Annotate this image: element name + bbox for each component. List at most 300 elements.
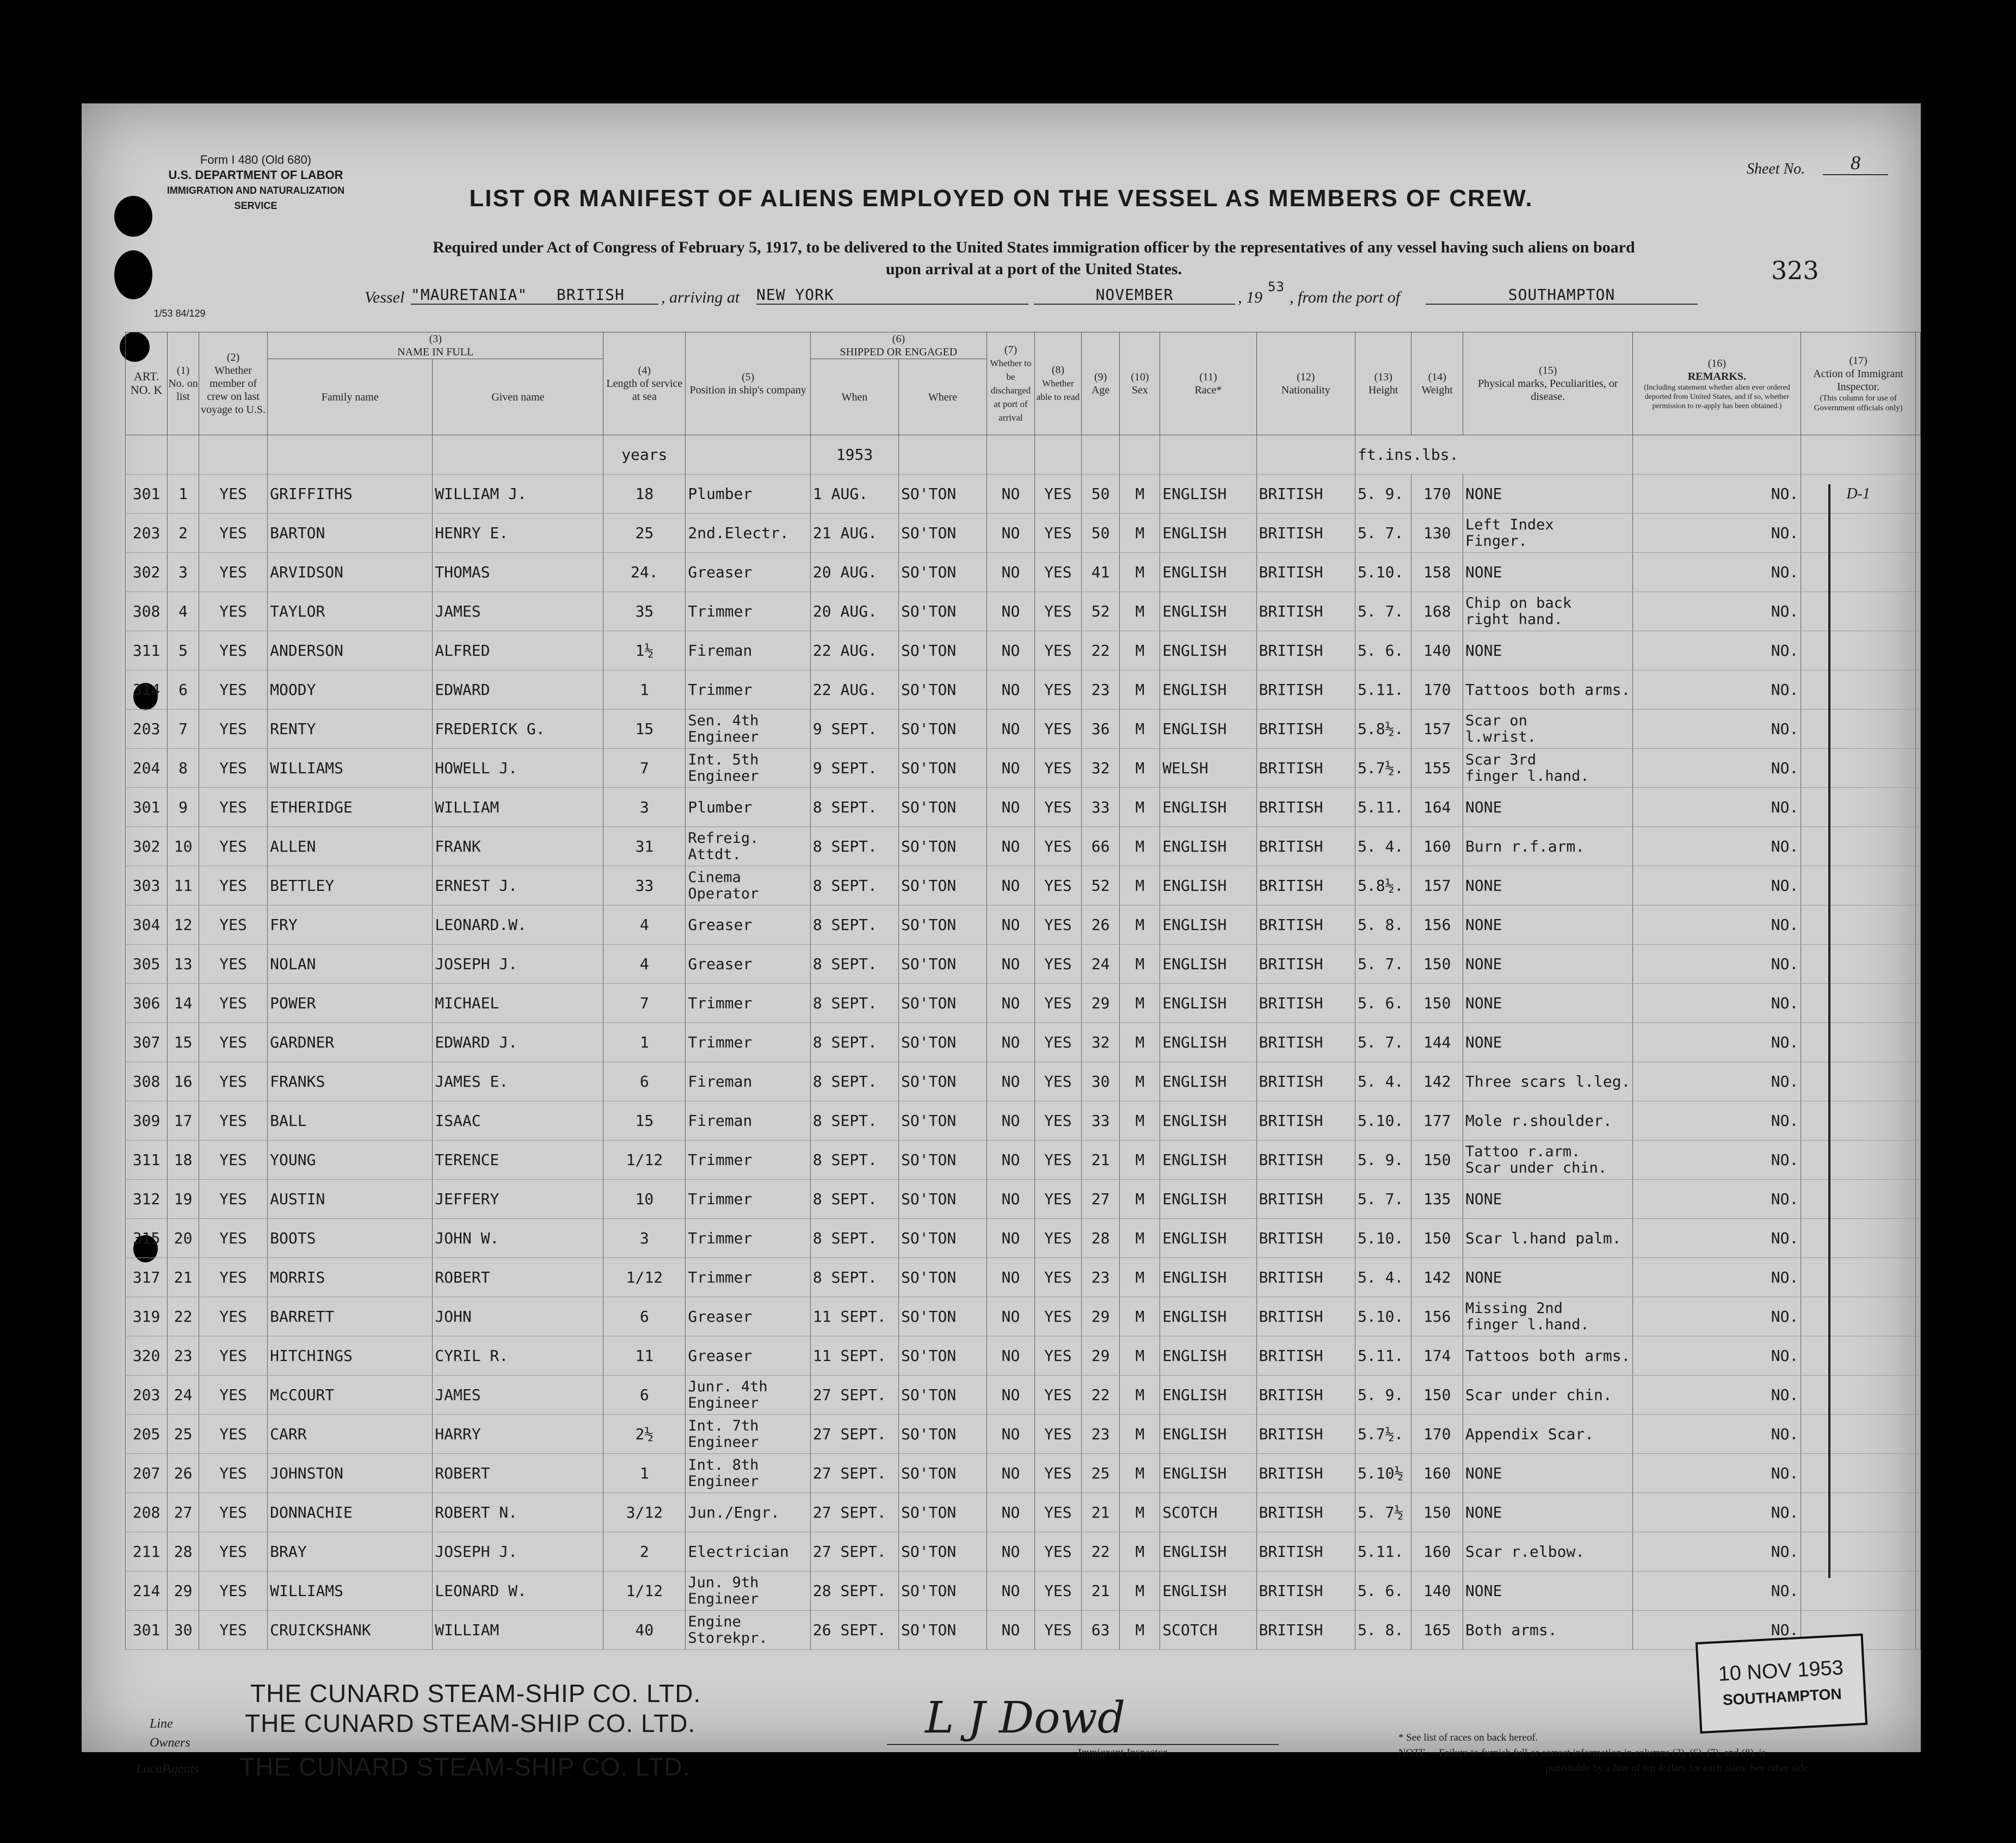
height-cell: 5.8½. xyxy=(1355,710,1411,749)
nationality-cell: BRITISH xyxy=(1256,1415,1355,1454)
race-cell: ENGLISH xyxy=(1160,1415,1256,1454)
inspector-action-cell xyxy=(1801,1141,1916,1180)
list-number-cell: 15 xyxy=(168,1023,199,1062)
sex-cell: M xyxy=(1120,1101,1160,1141)
shipped-when-cell: 27 SEPT. xyxy=(810,1532,898,1571)
family-name-cell: CARR xyxy=(268,1415,433,1454)
family-name-cell: AUSTIN xyxy=(268,1180,433,1219)
height-cell: 5.11. xyxy=(1355,788,1411,827)
age-cell: 24 xyxy=(1081,945,1120,984)
art-no-header xyxy=(126,332,168,435)
col-num: (14) xyxy=(1428,371,1446,383)
list-number-cell: 20 xyxy=(168,1219,199,1258)
service-length-cell: 15 xyxy=(603,1101,686,1141)
art-number-cell: 207 xyxy=(126,1454,168,1493)
physical-marks-cell xyxy=(1463,1454,1633,1493)
remarks-cell: NO. xyxy=(1633,670,1801,710)
family-name-cell: WILLIAMS xyxy=(268,749,433,788)
service-length-cell: 40 xyxy=(603,1611,686,1650)
physical-marks-cell xyxy=(1463,1493,1633,1532)
discharged-cell: NO xyxy=(987,905,1035,945)
age-cell: 66 xyxy=(1081,827,1120,866)
race-cell: ENGLISH xyxy=(1160,1297,1256,1336)
last-voyage-cell: YES xyxy=(199,1297,267,1336)
last-voyage-cell: YES xyxy=(199,1571,267,1611)
last-voyage-cell: YES xyxy=(199,1023,267,1062)
blank-cell xyxy=(1916,553,1921,592)
document-subtitle xyxy=(245,237,1823,280)
race-cell: ENGLISH xyxy=(1160,710,1256,749)
table-row xyxy=(126,1258,1921,1297)
sex-cell: M xyxy=(1120,1336,1160,1376)
company-name: THE CUNARD STEAM-SHIP CO. LTD. xyxy=(250,1679,701,1708)
blank-cell xyxy=(1916,866,1921,905)
position-cell xyxy=(686,1376,811,1415)
table-row xyxy=(126,1415,1921,1454)
remarks-header xyxy=(1633,332,1801,435)
physical-marks-cell xyxy=(1463,1023,1633,1062)
physical-marks-line: Scar 3rd xyxy=(1465,751,1537,768)
last-voyage-cell: YES xyxy=(199,1101,267,1141)
position-line: Greaser xyxy=(688,563,753,581)
family-name-cell: MORRIS xyxy=(268,1258,433,1297)
blank-cell xyxy=(1916,1141,1921,1180)
col-label: Length of service at sea xyxy=(606,378,683,403)
service-length-cell: 33 xyxy=(603,866,686,905)
age-cell: 23 xyxy=(1081,1258,1120,1297)
remarks-cell: NO. xyxy=(1633,592,1801,631)
physical-marks-line: Mole r.shoulder. xyxy=(1465,1112,1612,1130)
inspector-action-cell xyxy=(1801,1571,1916,1611)
art-number-cell: 301 xyxy=(126,788,168,827)
sex-cell: M xyxy=(1120,474,1160,514)
list-number-cell: 27 xyxy=(168,1493,199,1532)
last-voyage-cell: YES xyxy=(199,984,267,1023)
remarks-cell: NO. xyxy=(1633,1258,1801,1297)
col-num: (9) xyxy=(1094,371,1107,383)
nationality-cell: BRITISH xyxy=(1256,670,1355,710)
physical-marks-cell xyxy=(1463,1141,1633,1180)
blank-cell xyxy=(1916,945,1921,984)
sex-cell: M xyxy=(1120,710,1160,749)
remarks-cell: NO. xyxy=(1633,749,1801,788)
discharged-cell: NO xyxy=(987,984,1035,1023)
physical-marks-line: NONE xyxy=(1465,798,1502,816)
art-number-cell: 319 xyxy=(126,1297,168,1336)
remarks-cell: NO. xyxy=(1633,945,1801,984)
position-line: Engineer xyxy=(688,1590,759,1607)
sex-cell: M xyxy=(1120,1532,1160,1571)
given-name-header xyxy=(433,359,603,435)
service-length-cell: 3 xyxy=(603,1219,686,1258)
able-to-read-cell: YES xyxy=(1034,1180,1081,1219)
col-label: Where xyxy=(928,391,958,403)
year-unit: 1953 xyxy=(810,435,898,474)
nationality-cell: BRITISH xyxy=(1256,1101,1355,1141)
list-number-cell: 18 xyxy=(168,1141,199,1180)
list-number-cell: 24 xyxy=(168,1376,199,1415)
inspector-action-cell xyxy=(1801,1415,1916,1454)
discharged-cell: NO xyxy=(987,670,1035,710)
name-header xyxy=(268,332,603,359)
sex-cell: M xyxy=(1120,1454,1160,1493)
shipped-when-cell: 20 AUG. xyxy=(810,592,898,631)
art-number-cell: 315 xyxy=(126,1219,168,1258)
list-number-cell: 30 xyxy=(168,1611,199,1650)
given-name-cell: ROBERT N. xyxy=(433,1493,603,1532)
col-sublabel: (Including statement whether alien ever ordered deported from United States, and if so, whether permission to re-apply has been obtained.) xyxy=(1644,383,1790,410)
table-row xyxy=(126,631,1921,670)
service-length-cell: 7 xyxy=(603,749,686,788)
weight-cell: 160 xyxy=(1411,1454,1463,1493)
race-cell: ENGLISH xyxy=(1160,670,1256,710)
sheet-number: 8 xyxy=(1823,151,1888,175)
able-to-read-cell: YES xyxy=(1034,592,1081,631)
given-name-cell: ISAAC xyxy=(433,1101,603,1141)
blank-cell xyxy=(1916,1023,1921,1062)
physical-marks-line: NONE xyxy=(1465,916,1502,934)
physical-marks-cell xyxy=(1463,905,1633,945)
table-row xyxy=(126,1532,1921,1571)
col-num: (13) xyxy=(1374,371,1392,383)
shipped-when-cell: 20 AUG. xyxy=(810,553,898,592)
position-cell xyxy=(686,1493,811,1532)
nationality-cell: BRITISH xyxy=(1256,1219,1355,1258)
shipped-where-cell: SO'TON xyxy=(899,1023,987,1062)
last-voyage-cell: YES xyxy=(199,905,267,945)
family-name-cell: BOOTS xyxy=(268,1219,433,1258)
art-number-cell: 308 xyxy=(126,1062,168,1101)
sex-cell: M xyxy=(1120,945,1160,984)
art-number-cell: 205 xyxy=(126,1415,168,1454)
given-name-cell: JOSEPH J. xyxy=(433,945,603,984)
table-row xyxy=(126,592,1921,631)
shipped-when-cell: 27 SEPT. xyxy=(810,1454,898,1493)
age-cell: 50 xyxy=(1081,474,1120,514)
position-cell xyxy=(686,1336,811,1376)
form-code-line: IMMIGRATION AND NATURALIZATION SERVICE xyxy=(167,185,345,211)
last-voyage-cell: YES xyxy=(199,1336,267,1376)
physical-marks-line: Scar under chin. xyxy=(1465,1159,1607,1176)
units-row xyxy=(126,435,1921,474)
arrival-port: NEW YORK xyxy=(756,286,1028,305)
col-num: (17) xyxy=(1849,355,1867,367)
inspector-action-cell xyxy=(1801,631,1916,670)
position-cell xyxy=(686,1454,811,1493)
sex-cell: M xyxy=(1120,788,1160,827)
blank-cell xyxy=(1916,592,1921,631)
table-row xyxy=(126,670,1921,710)
remarks-cell: NO. xyxy=(1633,1297,1801,1336)
position-line: Junr. 4th xyxy=(688,1378,768,1395)
physical-marks-cell xyxy=(1463,514,1633,553)
art-number-cell: 312 xyxy=(126,1180,168,1219)
blank-cell xyxy=(1916,670,1921,710)
nationality-cell: BRITISH xyxy=(1256,749,1355,788)
weight-cell: 130 xyxy=(1411,514,1463,553)
art-number-cell: 302 xyxy=(126,827,168,866)
height-cell: 5. 6. xyxy=(1355,984,1411,1023)
list-number-cell: 29 xyxy=(168,1571,199,1611)
race-cell: ENGLISH xyxy=(1160,631,1256,670)
given-name-cell: EDWARD J. xyxy=(433,1023,603,1062)
form-code-line: U.S. DEPARTMENT OF LABOR xyxy=(168,168,343,182)
col-label: Physical marks, Peculiarities, or disease. xyxy=(1478,378,1618,403)
inspector-action-cell xyxy=(1801,866,1916,905)
nationality-cell: BRITISH xyxy=(1256,788,1355,827)
position-cell xyxy=(686,788,811,827)
shipped-when-cell: 8 SEPT. xyxy=(810,1101,898,1141)
list-number-cell: 10 xyxy=(168,827,199,866)
age-cell: 26 xyxy=(1081,905,1120,945)
remarks-cell: NO. xyxy=(1633,1454,1801,1493)
local-label: Local xyxy=(136,1762,166,1776)
family-name-cell: HITCHINGS xyxy=(268,1336,433,1376)
discharged-cell: NO xyxy=(987,553,1035,592)
height-cell: 5. 7½ xyxy=(1355,1493,1411,1532)
sex-cell: M xyxy=(1120,827,1160,866)
inspector-action-cell xyxy=(1801,1297,1916,1336)
service-length-cell: 11 xyxy=(603,1336,686,1376)
col-num: (2) xyxy=(226,352,240,363)
physical-marks-cell xyxy=(1463,1415,1633,1454)
vessel-label: Vessel xyxy=(365,288,405,306)
discharged-cell: NO xyxy=(987,1062,1035,1101)
nationality-cell: BRITISH xyxy=(1256,1454,1355,1493)
position-cell xyxy=(686,1532,811,1571)
subtitle-line: upon arrival at a port of the United States. xyxy=(885,260,1182,278)
shipped-when-cell: 8 SEPT. xyxy=(810,945,898,984)
art-number-cell: 320 xyxy=(126,1336,168,1376)
height-cell: 5.8½. xyxy=(1355,866,1411,905)
shipped-where-cell: SO'TON xyxy=(899,592,987,631)
age-cell: 21 xyxy=(1081,1141,1120,1180)
col-label: Race* xyxy=(1194,384,1222,396)
position-line: 2nd.Electr. xyxy=(688,524,789,542)
height-cell: 5. 4. xyxy=(1355,827,1411,866)
position-cell xyxy=(686,592,811,631)
sex-cell: M xyxy=(1120,905,1160,945)
given-name-cell: FREDERICK G. xyxy=(433,710,603,749)
blank-cell xyxy=(1916,474,1921,514)
family-name-cell: FRY xyxy=(268,905,433,945)
table-row xyxy=(126,905,1921,945)
document-title: LIST OR MANIFEST OF ALIENS EMPLOYED ON THE VESSEL AS MEMBERS OF CREW. xyxy=(469,185,1533,212)
col-num: (10) xyxy=(1131,371,1149,383)
last-voyage-header xyxy=(199,332,267,435)
position-cell xyxy=(686,1219,811,1258)
table-row xyxy=(126,866,1921,905)
race-cell: ENGLISH xyxy=(1160,1571,1256,1611)
physical-marks-cell xyxy=(1463,1062,1633,1101)
blank-cell xyxy=(1916,1493,1921,1532)
weight-cell: 156 xyxy=(1411,1297,1463,1336)
position-line: Greaser xyxy=(688,1308,753,1326)
able-to-read-cell: YES xyxy=(1034,1532,1081,1571)
discharged-cell: NO xyxy=(987,1493,1035,1532)
shipped-where-cell: SO'TON xyxy=(899,1141,987,1180)
art-number-cell: 308 xyxy=(126,592,168,631)
table-row xyxy=(126,1023,1921,1062)
race-cell: ENGLISH xyxy=(1160,1180,1256,1219)
weight-cell: 157 xyxy=(1411,866,1463,905)
shipped-when-cell: 27 SEPT. xyxy=(810,1415,898,1454)
physical-marks-cell xyxy=(1463,1376,1633,1415)
service-length-cell: 2½ xyxy=(603,1415,686,1454)
race-cell: ENGLISH xyxy=(1160,945,1256,984)
given-name-cell: LEONARD.W. xyxy=(433,905,603,945)
age-cell: 29 xyxy=(1081,1336,1120,1376)
discharged-cell: NO xyxy=(987,1376,1035,1415)
year-suffix: 53 xyxy=(1268,279,1285,294)
blank-cell xyxy=(1916,1180,1921,1219)
col-num: (5) xyxy=(741,371,755,383)
physical-marks-line: Chip on back xyxy=(1465,594,1572,612)
physical-marks-line: NONE xyxy=(1465,1582,1502,1600)
physical-marks-cell xyxy=(1463,827,1633,866)
col-label: REMARKS. xyxy=(1687,370,1747,383)
nationality-cell: BRITISH xyxy=(1256,1571,1355,1611)
blank-cell xyxy=(1916,1062,1921,1101)
blank-cell xyxy=(1916,1297,1921,1336)
inspector-action-cell xyxy=(1801,1376,1916,1415)
remarks-cell: NO. xyxy=(1633,788,1801,827)
position-cell xyxy=(686,1101,811,1141)
shipped-where-cell: SO'TON xyxy=(899,788,987,827)
blank-cell xyxy=(1916,1454,1921,1493)
shipped-where-cell: SO'TON xyxy=(899,1532,987,1571)
art-number-cell: 211 xyxy=(126,1532,168,1571)
able-to-read-cell: YES xyxy=(1034,1611,1081,1650)
able-to-read-cell: YES xyxy=(1034,827,1081,866)
position-line: Sen. 4th xyxy=(688,712,759,729)
family-name-cell: BALL xyxy=(268,1101,433,1141)
given-name-cell: JAMES xyxy=(433,1376,603,1415)
discharged-cell: NO xyxy=(987,1532,1035,1571)
inspector-action-cell xyxy=(1801,749,1916,788)
last-voyage-cell: YES xyxy=(199,788,267,827)
list-number-cell: 9 xyxy=(168,788,199,827)
nationality-cell: BRITISH xyxy=(1256,866,1355,905)
service-length-cell: 1 xyxy=(603,1023,686,1062)
given-name-cell: TERENCE xyxy=(433,1141,603,1180)
able-to-read-cell: YES xyxy=(1034,553,1081,592)
table-row xyxy=(126,710,1921,749)
race-cell: ENGLISH xyxy=(1160,553,1256,592)
position-line: Trimmer xyxy=(688,1229,753,1247)
discharged-cell: NO xyxy=(987,1219,1035,1258)
signature-line xyxy=(887,1744,1279,1745)
physical-marks-line: NONE xyxy=(1465,1268,1502,1286)
physical-marks-line: Appendix Scar. xyxy=(1465,1425,1594,1443)
able-to-read-cell: YES xyxy=(1034,1101,1081,1141)
given-name-cell: MICHAEL xyxy=(433,984,603,1023)
blank-cell xyxy=(1916,749,1921,788)
physical-marks-line: Tattoo r.arm. xyxy=(1465,1143,1581,1160)
family-name-cell: ARVIDSON xyxy=(268,553,433,592)
position-cell xyxy=(686,474,811,514)
art-number-cell: 204 xyxy=(126,749,168,788)
position-line: Trimmer xyxy=(688,1151,753,1169)
owners-label: Owners xyxy=(150,1736,190,1750)
service-length-cell: 3/12 xyxy=(603,1493,686,1532)
art-number-cell: 301 xyxy=(126,1611,168,1650)
able-to-read-cell: YES xyxy=(1034,474,1081,514)
col-label: Whether member of crew on last voyage to U.S. xyxy=(201,365,266,416)
remarks-cell: NO. xyxy=(1633,1376,1801,1415)
weight-cell: 165 xyxy=(1411,1611,1463,1650)
art-number-cell: 303 xyxy=(126,866,168,905)
col-label: Weight xyxy=(1421,384,1453,396)
list-number-cell: 14 xyxy=(168,984,199,1023)
nationality-header xyxy=(1256,332,1355,435)
arrival-month: NOVEMBER xyxy=(1034,286,1235,305)
nationality-cell: BRITISH xyxy=(1256,1532,1355,1571)
list-number-cell: 16 xyxy=(168,1062,199,1101)
family-name-cell: BARTON xyxy=(268,514,433,553)
remarks-cell: NO. xyxy=(1633,631,1801,670)
col-num: (1) xyxy=(176,365,190,377)
inspector-action-cell xyxy=(1801,1062,1916,1101)
service-length-cell: 15 xyxy=(603,710,686,749)
family-name-cell: ANDERSON xyxy=(268,631,433,670)
race-cell: ENGLISH xyxy=(1160,827,1256,866)
discharged-cell: NO xyxy=(987,474,1035,514)
art-number-cell: 304 xyxy=(126,905,168,945)
inspector-action-cell xyxy=(1801,553,1916,592)
discharge-header xyxy=(987,332,1035,435)
physical-marks-line: NONE xyxy=(1465,485,1502,503)
shipped-where-cell: SO'TON xyxy=(899,474,987,514)
weight-cell: 142 xyxy=(1411,1062,1463,1101)
sex-cell: M xyxy=(1120,866,1160,905)
service-length-cell: 35 xyxy=(603,592,686,631)
position-cell xyxy=(686,514,811,553)
able-to-read-cell: YES xyxy=(1034,945,1081,984)
last-voyage-cell: YES xyxy=(199,1532,267,1571)
physical-marks-line: Scar on xyxy=(1465,712,1527,729)
list-number-cell: 26 xyxy=(168,1454,199,1493)
position-line: Trimmer xyxy=(688,602,753,620)
print-code: 1/53 84/129 xyxy=(153,308,206,319)
table-row xyxy=(126,1101,1921,1141)
race-cell: ENGLISH xyxy=(1160,1023,1256,1062)
col-num: (11) xyxy=(1199,371,1217,383)
age-cell: 22 xyxy=(1081,1376,1120,1415)
discharged-cell: NO xyxy=(987,1101,1035,1141)
position-line: Jun. 9th xyxy=(688,1574,759,1591)
physical-marks-line: NONE xyxy=(1465,877,1502,895)
subtitle-line: Required under Act of Congress of February 5, 1917, to be delivered to the United States immigration officer by the representatives of any vessel having such aliens on board xyxy=(433,238,1635,256)
physical-marks-cell xyxy=(1463,1611,1633,1650)
able-to-read-cell: YES xyxy=(1034,1219,1081,1258)
given-name-cell: WILLIAM xyxy=(433,788,603,827)
physical-marks-cell xyxy=(1463,1258,1633,1297)
marks-header xyxy=(1463,332,1633,435)
physical-marks-line: Both arms. xyxy=(1465,1621,1557,1639)
list-number-cell: 7 xyxy=(168,710,199,749)
position-line: Jun./Engr. xyxy=(688,1503,780,1521)
age-cell: 52 xyxy=(1081,592,1120,631)
position-line: Engineer xyxy=(688,767,759,785)
discharged-cell: NO xyxy=(987,1611,1035,1650)
position-line: Engineer xyxy=(688,1433,759,1451)
art-number-cell: 307 xyxy=(126,1023,168,1062)
service-length-cell: 1/12 xyxy=(603,1258,686,1297)
shipped-where-cell: SO'TON xyxy=(899,1258,987,1297)
table-row xyxy=(126,984,1921,1023)
race-cell: ENGLISH xyxy=(1160,984,1256,1023)
